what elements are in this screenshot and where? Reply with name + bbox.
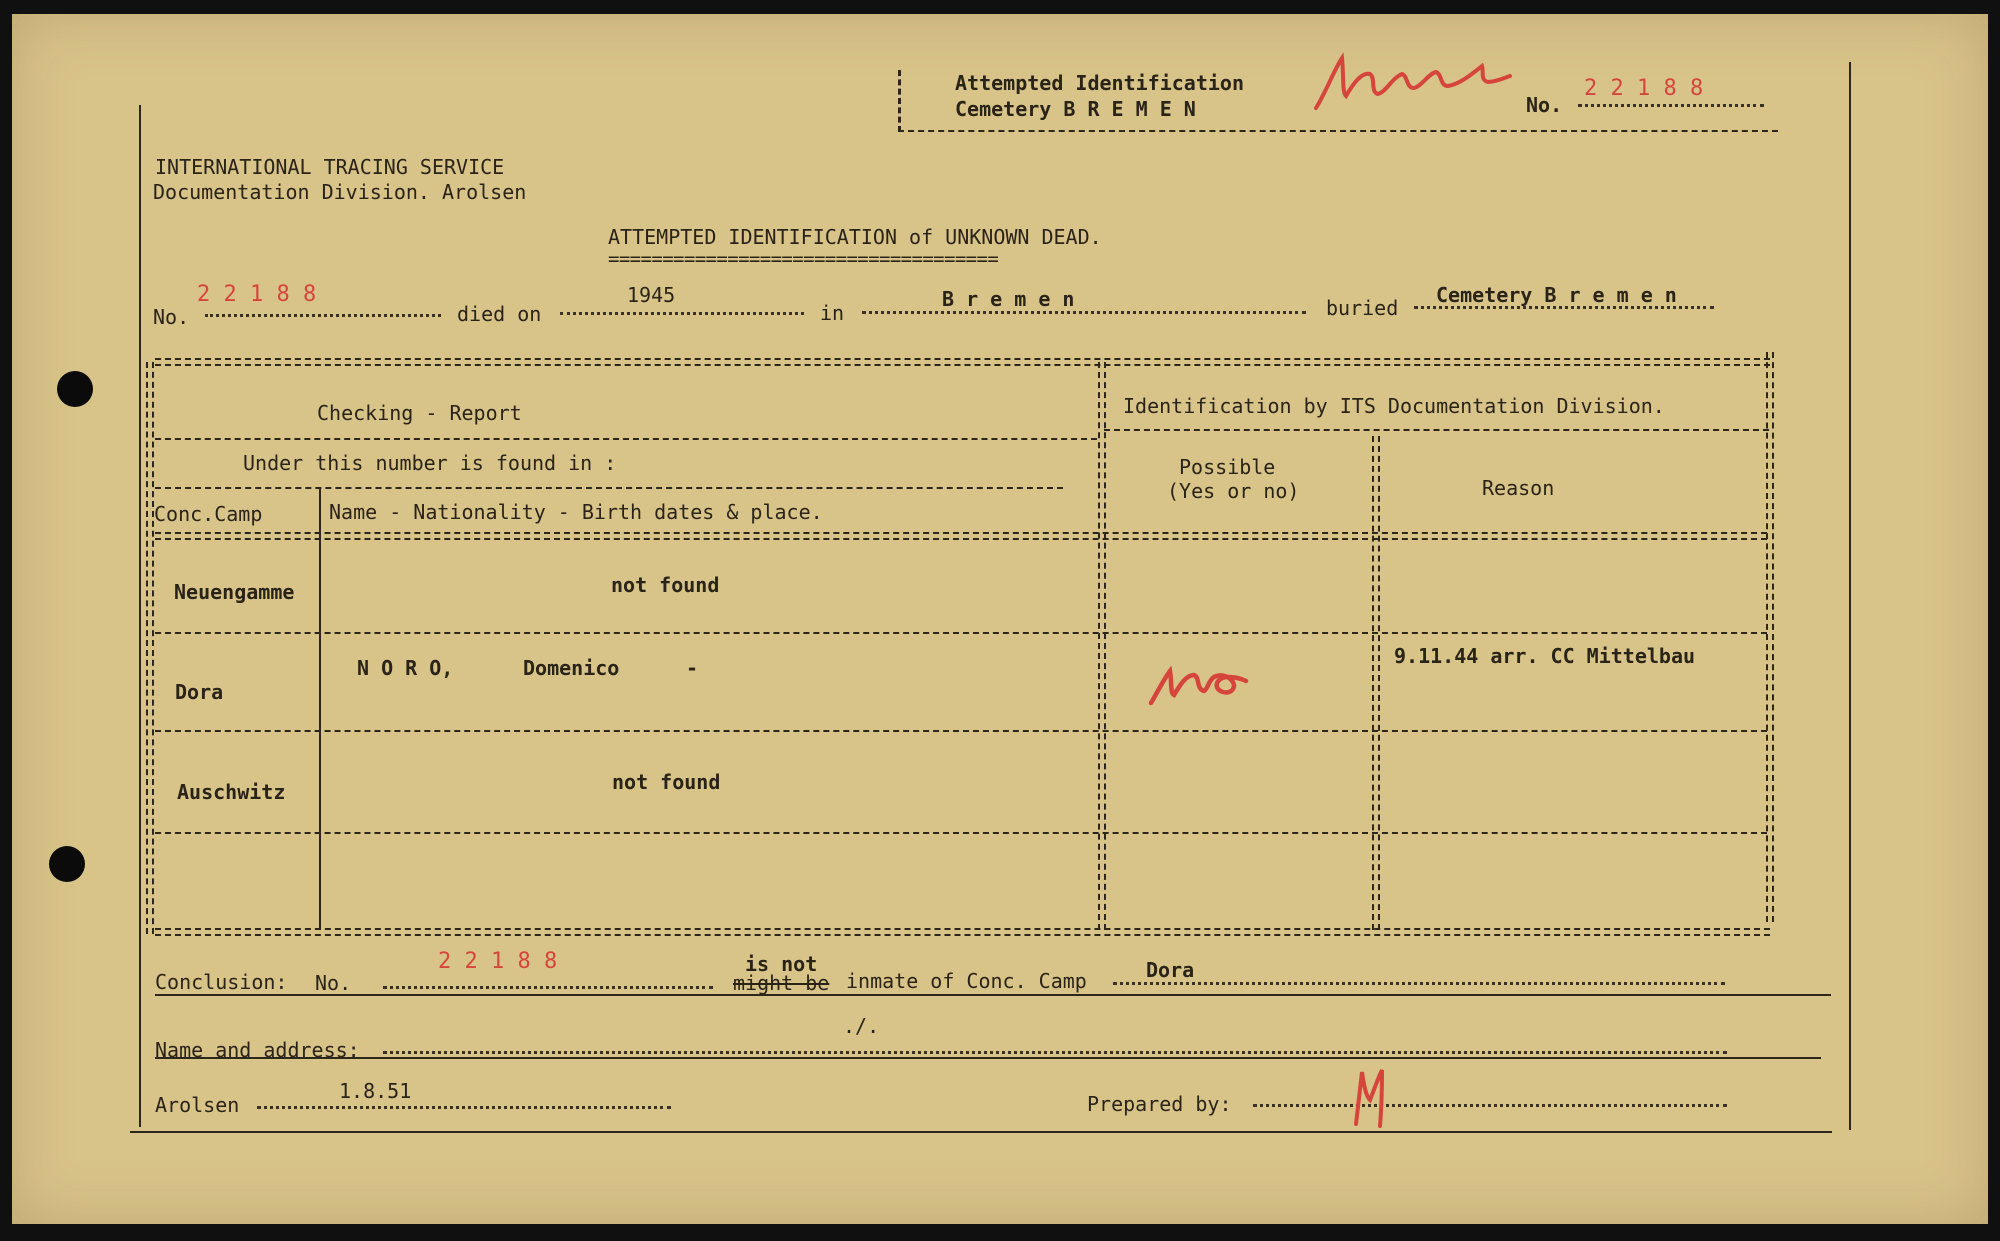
name-address-value: ./.	[843, 1014, 880, 1038]
in-label: in	[820, 301, 845, 325]
footer-date-dots	[257, 1106, 671, 1109]
name-address-dots	[383, 1051, 1727, 1054]
prepared-by-initial	[1352, 1066, 1392, 1128]
checking-report-header: Checking - Report	[317, 401, 522, 425]
header-separator-right	[1104, 429, 1769, 431]
header-no-value: 2 2 1 8 8	[1584, 76, 1704, 101]
header-no-label: No.	[1526, 93, 1563, 117]
identification-header: Identification by ITS Documentation Division.	[1123, 394, 1665, 418]
table-divider-camp	[319, 488, 321, 930]
conclusion-camp-dots	[1113, 982, 1725, 985]
conclusion-rule	[155, 994, 1831, 996]
in-dots	[862, 311, 1306, 314]
table-top-border	[155, 358, 1770, 366]
header-separator-left	[155, 438, 1097, 440]
under-number-label: Under this number is found in :	[243, 451, 617, 475]
table-bottom-border	[155, 928, 1770, 936]
row2-dash: -	[686, 656, 699, 680]
conclusion-correction: is not	[745, 952, 818, 976]
header-no-dots	[1578, 104, 1764, 107]
buried-dots	[1414, 306, 1714, 309]
record-no-label: No.	[153, 305, 190, 329]
conclusion-struck-text: might be	[733, 971, 830, 995]
under-number-underline	[155, 487, 1063, 489]
conclusion-label: Conclusion:	[155, 970, 288, 994]
row2-given-name: Domenico	[523, 656, 620, 680]
footer-place: Arolsen	[155, 1093, 240, 1117]
col-name-header: Name - Nationality - Birth dates & place.	[329, 500, 823, 524]
record-no-value: 2 2 1 8 8	[197, 282, 317, 307]
died-value: 1945	[627, 283, 676, 307]
organization-division: Documentation Division. Arolsen	[153, 180, 527, 204]
row3-camp: Auschwitz	[177, 780, 286, 804]
header-line1: Attempted Identification	[955, 71, 1244, 95]
handwritten-none-annotation	[1312, 52, 1512, 112]
handwritten-no-possible	[1148, 659, 1248, 705]
died-dots	[560, 312, 804, 315]
died-label: died on	[457, 302, 542, 326]
col-possible-header-2: (Yes or no)	[1167, 479, 1300, 503]
conclusion-camp: Dora	[1146, 958, 1195, 982]
row1-separator	[155, 632, 1767, 634]
table-right-border	[1766, 352, 1774, 922]
buried-value: Cemetery B r e m e n	[1436, 283, 1677, 307]
row1-name: not found	[611, 573, 720, 597]
col-camp-header: Conc.Camp	[154, 502, 263, 526]
footer-date: 1.8.51	[339, 1079, 412, 1103]
frame-right-line	[1849, 62, 1851, 1130]
punch-hole-top	[57, 371, 93, 407]
name-address-label: Name and address:	[155, 1038, 360, 1062]
document-title: ATTEMPTED IDENTIFICATION of UNKNOWN DEAD.	[608, 225, 1102, 249]
col-possible-header-1: Possible	[1179, 455, 1276, 479]
name-address-rule	[155, 1057, 1821, 1059]
header-box-bottom-border	[898, 130, 1778, 132]
prepared-by-dots	[1253, 1104, 1727, 1107]
table-divider-main	[1098, 362, 1106, 930]
header-box-left-border	[898, 70, 901, 132]
punch-hole-bottom	[49, 846, 85, 882]
row2-separator	[155, 730, 1767, 732]
in-value: B r e m e n	[942, 287, 1075, 311]
conclusion-text: inmate of Conc. Camp	[846, 969, 1087, 993]
organization-name: INTERNATIONAL TRACING SERVICE	[155, 155, 505, 179]
table-left-border	[146, 362, 154, 934]
row1-camp: Neuengamme	[174, 580, 295, 604]
frame-left-line	[139, 105, 141, 1127]
header-line2: Cemetery B R E M E N	[955, 97, 1196, 121]
col-reason-header: Reason	[1482, 476, 1555, 500]
conclusion-no-value: 2 2 1 8 8	[438, 949, 558, 974]
prepared-by-label: Prepared by:	[1087, 1092, 1232, 1116]
buried-label: buried	[1326, 296, 1399, 320]
record-no-dots	[205, 314, 441, 317]
frame-bottom-line	[130, 1131, 1832, 1133]
conclusion-no-label: No.	[315, 971, 352, 995]
row2-surname: N O R O,	[357, 656, 454, 680]
table-divider-reason	[1372, 436, 1380, 930]
row2-camp: Dora	[175, 680, 224, 704]
header-bottom-border	[155, 532, 1767, 540]
row3-separator	[155, 832, 1767, 834]
row2-reason: 9.11.44 arr. CC Mittelbau	[1394, 644, 1696, 668]
conclusion-no-dots	[383, 986, 713, 989]
row3-name: not found	[612, 770, 721, 794]
title-underline: ====================================	[608, 248, 999, 270]
